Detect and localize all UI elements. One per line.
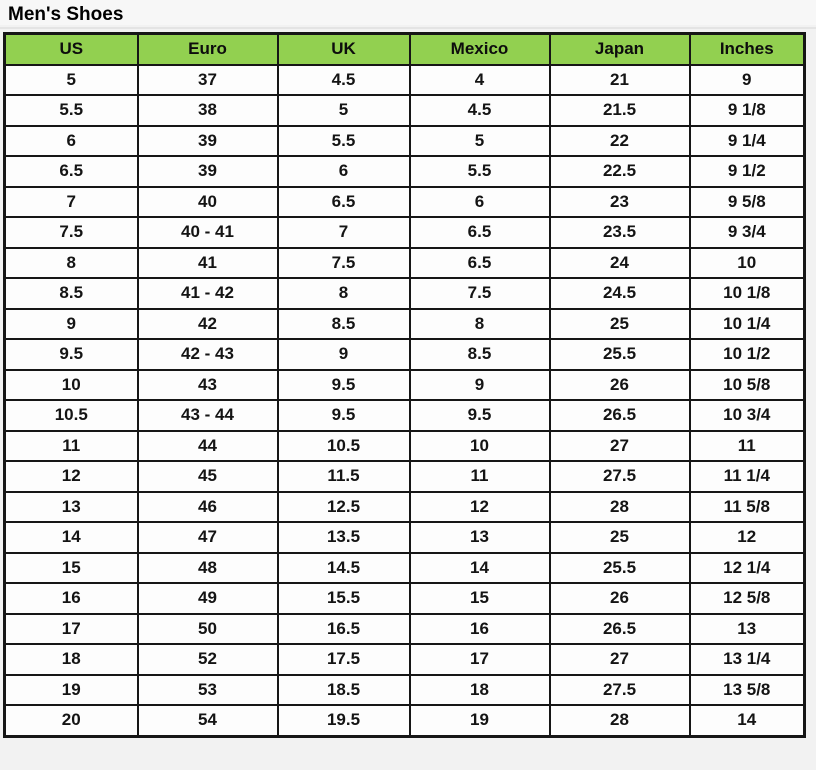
cell: 13 5/8 [690,675,805,706]
cell: 5.5 [278,126,410,157]
cell: 43 [138,370,278,401]
cell: 42 [138,309,278,340]
cell: 14 [5,522,138,553]
table-row [5,583,805,614]
table-row [5,95,805,126]
column-header: Inches [690,34,805,65]
cell: 24.5 [550,278,690,309]
cell: 48 [138,553,278,584]
cell: 8 [410,309,550,340]
cell: 12.5 [278,492,410,523]
table-row [5,614,805,645]
cell: 7.5 [410,278,550,309]
cell: 13.5 [278,522,410,553]
cell: 9.5 [278,400,410,431]
table-row [5,675,805,706]
cell: 12 1/4 [690,553,805,584]
cell: 12 [5,461,138,492]
cell: 26 [550,583,690,614]
cell: 19 [5,675,138,706]
table-row [5,431,805,462]
cell: 21.5 [550,95,690,126]
table-row [5,370,805,401]
cell: 26.5 [550,614,690,645]
cell: 17 [410,644,550,675]
cell: 22 [550,126,690,157]
column-header: Mexico [410,34,550,65]
cell: 10 1/8 [690,278,805,309]
cell: 17.5 [278,644,410,675]
cell: 10 3/4 [690,400,805,431]
cell: 16.5 [278,614,410,645]
cell: 43 - 44 [138,400,278,431]
cell: 7.5 [5,217,138,248]
cell: 21 [550,65,690,96]
cell: 25 [550,522,690,553]
cell: 18.5 [278,675,410,706]
cell: 37 [138,65,278,96]
cell: 7 [5,187,138,218]
cell: 8.5 [278,309,410,340]
cell: 10 1/4 [690,309,805,340]
cell: 9.5 [410,400,550,431]
cell: 8.5 [5,278,138,309]
cell: 40 [138,187,278,218]
table-body [5,65,805,737]
table-row [5,65,805,96]
table-row [5,492,805,523]
title-divider [0,27,816,29]
cell: 8 [278,278,410,309]
table-row [5,553,805,584]
cell: 39 [138,126,278,157]
table-row [5,522,805,553]
table-row [5,248,805,279]
cell: 52 [138,644,278,675]
table-row [5,187,805,218]
cell: 14 [690,705,805,736]
cell: 12 [690,522,805,553]
cell: 17 [5,614,138,645]
cell: 22.5 [550,156,690,187]
cell: 27 [550,431,690,462]
cell: 16 [410,614,550,645]
cell: 4.5 [410,95,550,126]
cell: 50 [138,614,278,645]
cell: 9.5 [5,339,138,370]
cell: 9 1/8 [690,95,805,126]
cell: 27.5 [550,461,690,492]
cell: 9 [410,370,550,401]
cell: 14.5 [278,553,410,584]
header-row [5,34,805,65]
cell: 5.5 [410,156,550,187]
cell: 15.5 [278,583,410,614]
cell: 42 - 43 [138,339,278,370]
cell: 23.5 [550,217,690,248]
cell: 10 5/8 [690,370,805,401]
cell: 13 [410,522,550,553]
cell: 8.5 [410,339,550,370]
cell: 13 [690,614,805,645]
cell: 40 - 41 [138,217,278,248]
size-conversion-table [3,32,806,738]
cell: 23 [550,187,690,218]
cell: 10.5 [278,431,410,462]
cell: 28 [550,492,690,523]
cell: 19 [410,705,550,736]
cell: 13 [5,492,138,523]
column-header: Japan [550,34,690,65]
table-row [5,400,805,431]
table-row [5,217,805,248]
cell: 25.5 [550,553,690,584]
cell: 15 [5,553,138,584]
cell: 39 [138,156,278,187]
cell: 15 [410,583,550,614]
cell: 4.5 [278,65,410,96]
cell: 9 3/4 [690,217,805,248]
table-row [5,126,805,157]
cell: 53 [138,675,278,706]
cell: 47 [138,522,278,553]
cell: 10 [5,370,138,401]
cell: 10 [690,248,805,279]
cell: 11.5 [278,461,410,492]
cell: 8 [5,248,138,279]
cell: 41 [138,248,278,279]
cell: 45 [138,461,278,492]
cell: 4 [410,65,550,96]
table-row [5,461,805,492]
cell: 26.5 [550,400,690,431]
cell: 9 [690,65,805,96]
cell: 7.5 [278,248,410,279]
cell: 9 1/4 [690,126,805,157]
cell: 25 [550,309,690,340]
cell: 6.5 [410,217,550,248]
cell: 6.5 [5,156,138,187]
table-row [5,156,805,187]
cell: 6.5 [410,248,550,279]
cell: 6 [5,126,138,157]
cell: 10 [410,431,550,462]
cell: 5.5 [5,95,138,126]
cell: 14 [410,553,550,584]
cell: 46 [138,492,278,523]
cell: 12 [410,492,550,523]
cell: 7 [278,217,410,248]
cell: 9.5 [278,370,410,401]
cell: 20 [5,705,138,736]
column-header: Euro [138,34,278,65]
cell: 9 [278,339,410,370]
cell: 5 [278,95,410,126]
table-row [5,278,805,309]
page-title: Men's Shoes [0,0,816,25]
cell: 6 [410,187,550,218]
cell: 18 [5,644,138,675]
cell: 6.5 [278,187,410,218]
cell: 49 [138,583,278,614]
column-header: US [5,34,138,65]
cell: 26 [550,370,690,401]
table-row [5,644,805,675]
cell: 5 [5,65,138,96]
table-row [5,705,805,736]
cell: 5 [410,126,550,157]
cell: 11 [5,431,138,462]
cell: 18 [410,675,550,706]
cell: 54 [138,705,278,736]
cell: 11 1/4 [690,461,805,492]
cell: 19.5 [278,705,410,736]
cell: 38 [138,95,278,126]
cell: 9 1/2 [690,156,805,187]
cell: 12 5/8 [690,583,805,614]
cell: 10.5 [5,400,138,431]
cell: 9 [5,309,138,340]
cell: 10 1/2 [690,339,805,370]
cell: 13 1/4 [690,644,805,675]
cell: 11 [410,461,550,492]
column-header: UK [278,34,410,65]
cell: 11 5/8 [690,492,805,523]
cell: 41 - 42 [138,278,278,309]
cell: 27.5 [550,675,690,706]
cell: 11 [690,431,805,462]
cell: 24 [550,248,690,279]
cell: 27 [550,644,690,675]
cell: 28 [550,705,690,736]
cell: 9 5/8 [690,187,805,218]
cell: 6 [278,156,410,187]
cell: 16 [5,583,138,614]
cell: 25.5 [550,339,690,370]
table-row [5,309,805,340]
table-row [5,339,805,370]
cell: 44 [138,431,278,462]
